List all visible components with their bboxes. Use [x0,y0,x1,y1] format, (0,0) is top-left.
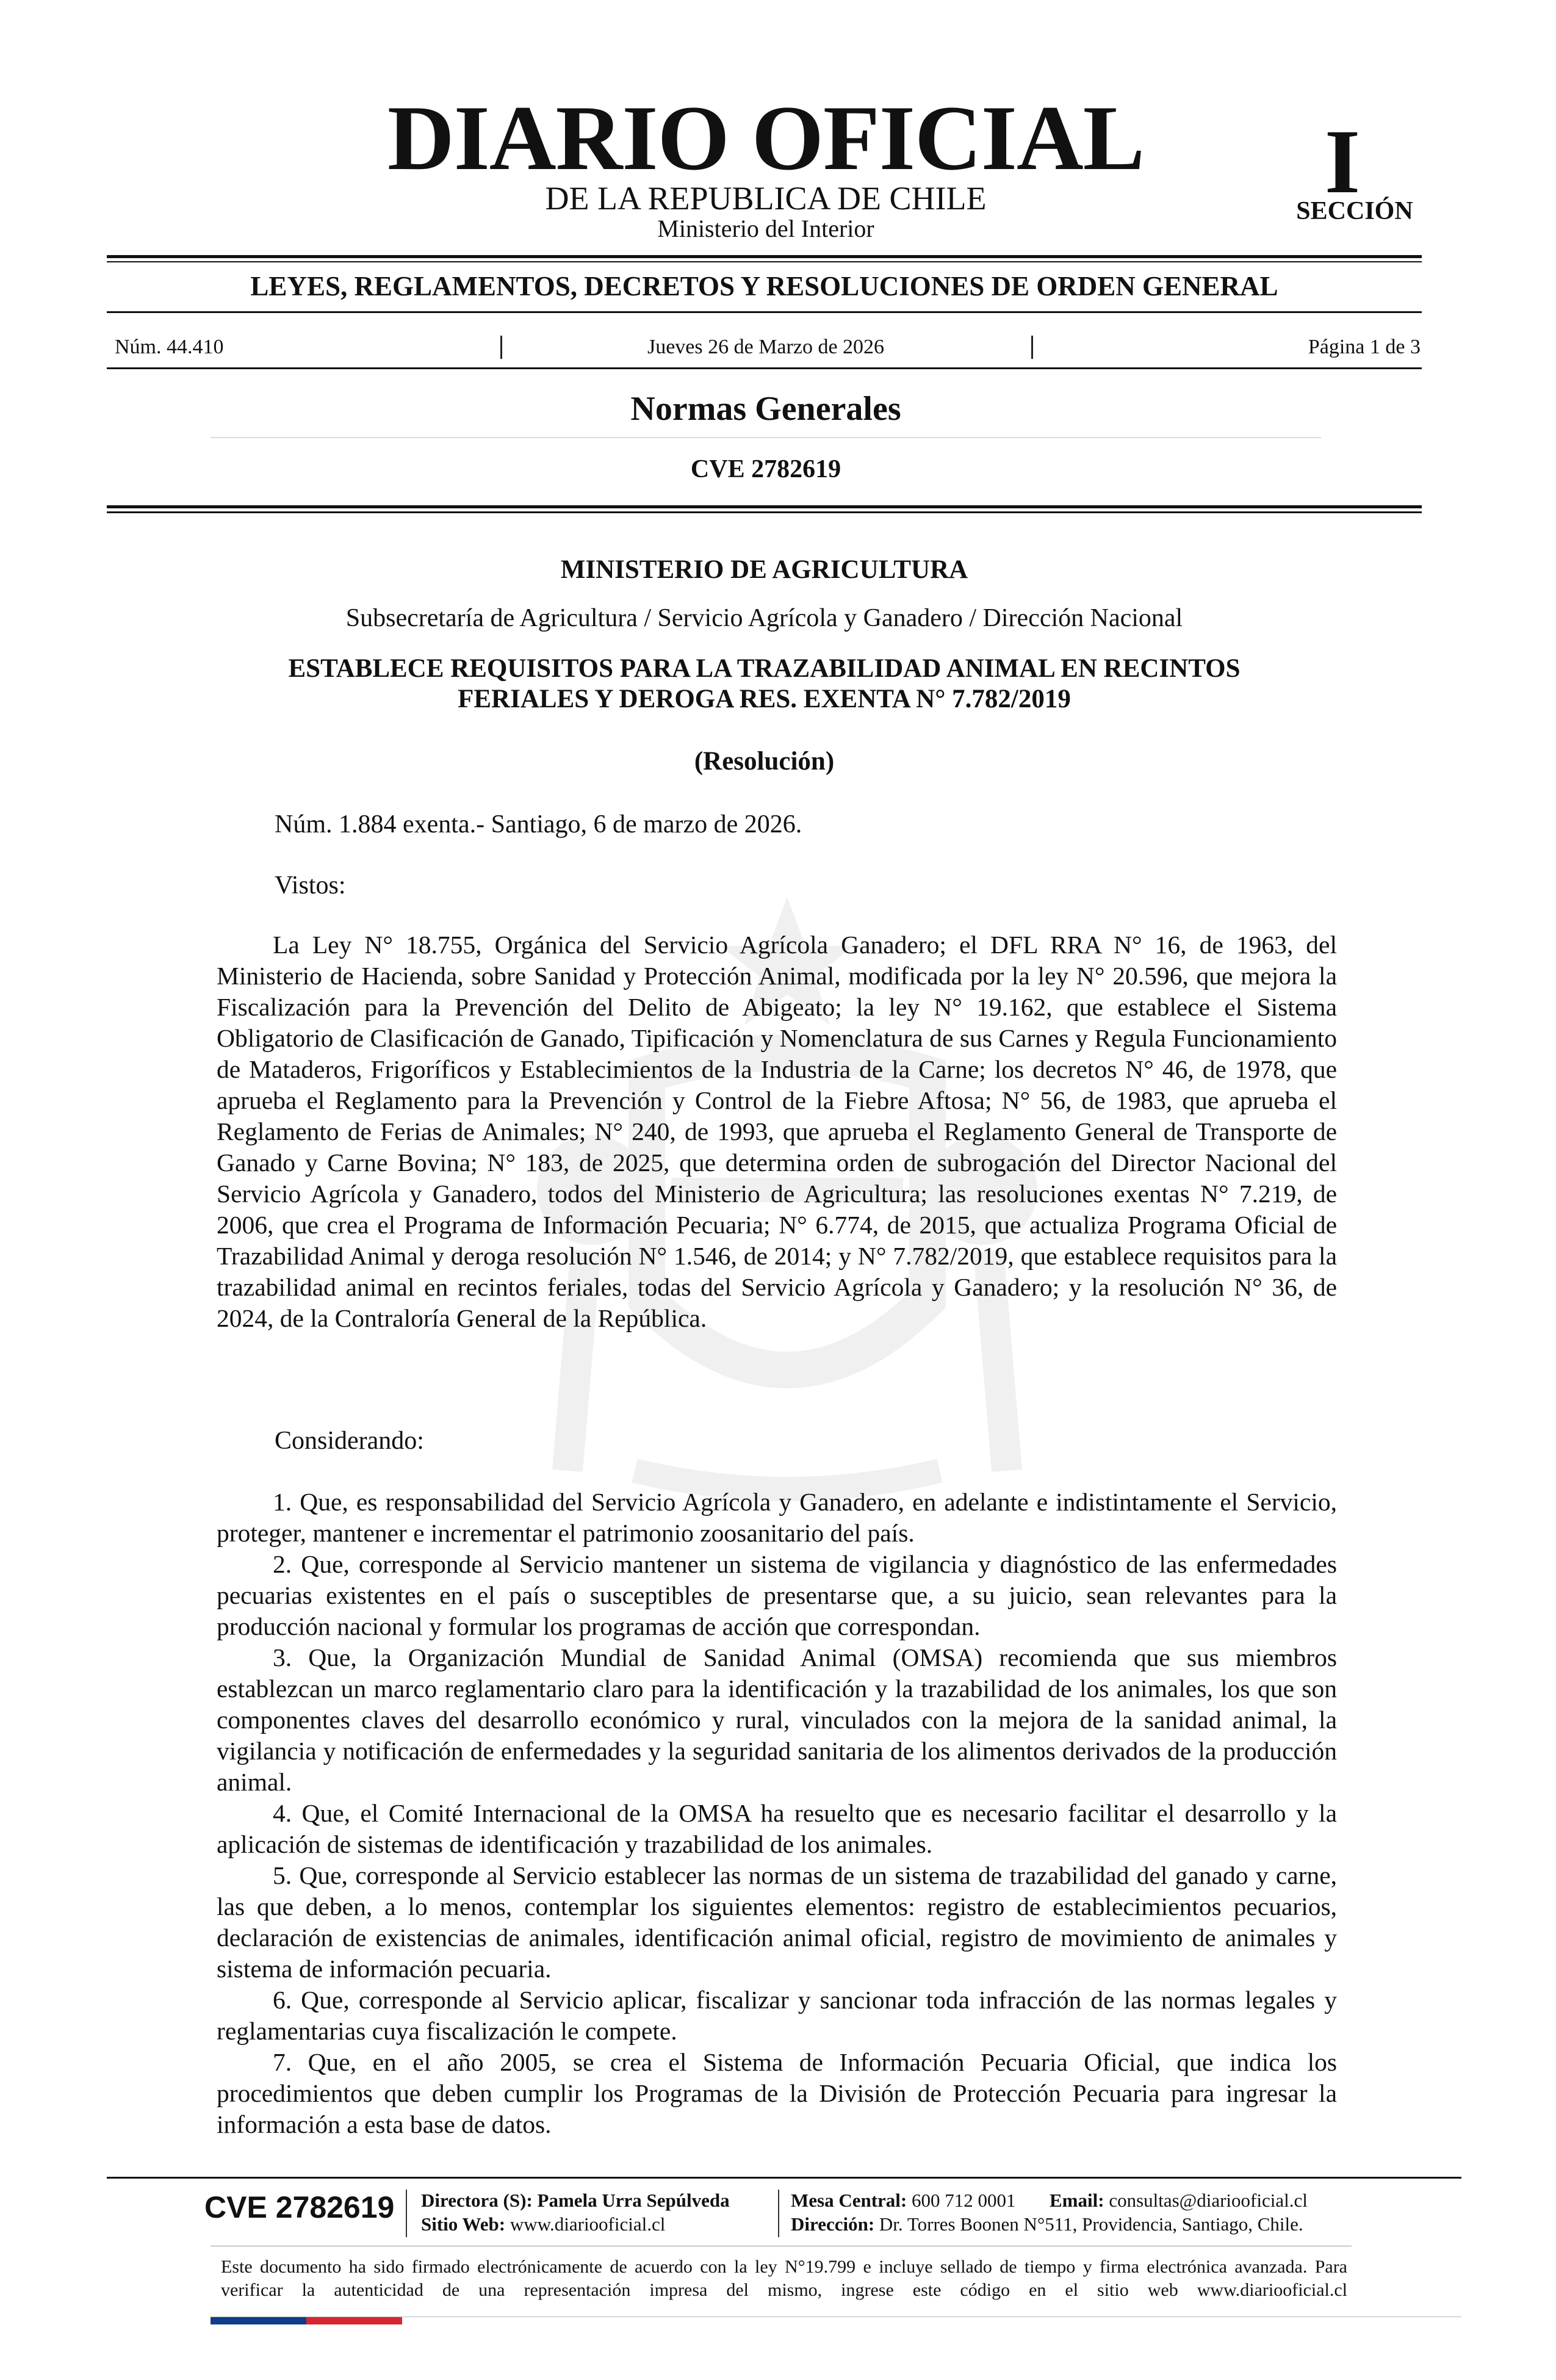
email-link[interactable]: consultas@diariooficial.cl [1109,2190,1308,2211]
email-label: Email: [1050,2190,1104,2211]
considerando-item: 7. Que, en el año 2005, se crea el Sistema de Información Pecuaria Oficial, que indica los procedimientos que deben cumplir los Programas de la División de Protección Pecuaria para ingresar la información a esta base de datos. [217,2048,1337,2138]
cve-code: CVE 2782619 [690,455,841,483]
vistos-label: Vistos: [275,871,346,900]
considerando-item: 3. Que, la Organización Mundial de Sanidad Animal (OMSA) recomienda que sus miembros establezcan un marco reglamentario claro para la identificación y la trazabilidad de los animales, los que son componentes claves del desarrollo económico y rural, vinculados con la mejora de la sanidad animal, la vigilancia y notificación de enfermedades y la seguridad sanitaria de los alimentos derivados de la producción animal. [217,1643,1337,1796]
considerando-item: 4. Que, el Comité Internacional de la OMSA ha resuelto que es necesario facilitar el desarrollo y la aplicación de sistemas de identificación y trazabilidad de los animales. [217,1799,1337,1858]
divider [1031,336,1033,359]
considerando-item: 6. Que, corresponde al Servicio aplicar, fiscalizar y sancionar toda infracción de las normas legales y reglamentarias cuya fiscalización le compete. [217,1986,1337,2045]
footer-address [791,2213,1303,2235]
document-title-line-2: FERIALES Y DEROGA RES. EXENTA N° 7.782/2019 [458,685,1071,713]
flag-stripe-blue [211,2317,306,2324]
footer-divider [406,2190,407,2237]
section-divider [211,437,1321,438]
newspaper-title: DIARIO OFICIAL [387,87,1145,189]
footer-divider [778,2190,779,2237]
considerando-item: 5. Que, corresponde al Servicio establecer las normas de un sistema de trazabilidad del ganado y carne, las que deben, a lo menos, contemplar los siguientes elementos: registro de establecimientos pecuarios, declaración de existencias de animales, identificación animal oficial, registro de movimiento de animales y sistema de información pecuaria. [217,1861,1337,1983]
header-rule-top [107,255,1422,258]
footer-contact [791,2189,1308,2212]
web-label: Sitio Web: [421,2213,506,2235]
header-rule-bottom [107,367,1422,369]
section-label: SECCIÓN [1296,197,1413,225]
section-title: Normas Generales [630,390,901,428]
considerando-label: Considerando: [275,1427,424,1455]
header-rule-top-thin [107,261,1422,262]
considerando-item: 1. Que, es responsabilidad del Servicio Agrícola y Ganadero, en adelante e indistintamente el Servicio, proteger, mantener e incrementar el patrimonio zoosanitario del país. [217,1488,1337,1547]
vistos-paragraph: La Ley N° 18.755, Orgánica del Servicio Agrícola Ganadero; el DFL RRA N° 16, de 1963, del Ministerio de Hacienda, sobre Sanidad y Protección Animal, modificada por la ley N° 20.596, que mejora la Fiscalización para la Prevención del Delito de Abigeato; la ley N° 19.162, que establece el Sistema Obligatorio de Clasificación de Ganado, Tipificación y Nomenclatura de sus Carnes y Regula Funcionamiento de Mataderos, Frigoríficos y Establecimientos de la Industria de la Carne; los decretos N° 46, de 1978, que aprueba el Reglamento para la Prevención y Control de la Fiebre Aftosa; N° 56, de 1983, que aprueba el Reglamento de Ferias de Animales; N° 240, de 1993, que aprueba el Reglamento General de Transporte de Ganado y Carne Bovina; N° 183, de 2025, que determina orden de subrogación del Director Nacional del Servicio Agrícola y Ganadero, todos del Ministerio de Agricultura; las resoluciones exentas N° 7.219, de 2006, que crea el Programa de Información Pecuaria; N° 6.774, de 2015, que actualiza Programa Oficial de Trazabilidad Animal y deroga resolución N° 1.546, de 2014; y N° 7.782/2019, que establece requisitos para la trazabilidad animal en recintos feriales, todas del Servicio Agrícola y Ganadero; y la resolución N° 36, de 2024, de la Contraloría General de la República. [217,931,1337,1332]
ministry-heading: MINISTERIO DE AGRICULTURA [560,555,968,584]
address-label: Dirección: [791,2213,875,2235]
issue-number: Núm. 44.410 [115,336,224,358]
footer-director [421,2189,730,2212]
newspaper-subtitle: DE LA REPUBLICA DE CHILE [545,180,987,217]
flag-stripe-red [306,2317,402,2324]
document-title-line-1: ESTABLECE REQUISITOS PARA LA TRAZABILIDAD ANIMAL EN RECINTOS [288,654,1241,683]
web-link[interactable]: www.diariooficial.cl [510,2213,666,2235]
resolution-number: Núm. 1.884 exenta.- Santiago, 6 de marzo de 2026. [275,810,802,838]
document-type: (Resolución) [694,747,835,776]
signature-note: Este documento ha sido firmado electrónicamente de acuerdo con la ley N°19.799 e incluye sellado de tiempo y firma electrónica avanzada. Para verificar la autenticidad de una representación impresa del mismo, ingrese este código en el sitio web www.diariooficial.cl [221,2257,1347,2300]
footer-cve-code: CVE 2782619 [204,2190,395,2224]
cve-rule-thick [107,505,1422,508]
category-heading: LEYES, REGLAMENTOS, DECRETOS Y RESOLUCIONES DE ORDEN GENERAL [250,271,1278,301]
ministry-line: Ministerio del Interior [657,215,874,242]
issue-date: Jueves 26 de Marzo de 2026 [647,336,885,358]
phone-value: 600 712 0001 [912,2190,1016,2211]
considerando-item: 2. Que, corresponde al Servicio mantener un sistema de vigilancia y diagnóstico de las enfermedades pecuarias existentes en el país o susceptibles de presentarse que, a su juicio, sean relevantes para la producción nacional y formular los programas de acción que correspondan. [217,1550,1337,1640]
phone-label: Mesa Central: [791,2190,907,2211]
director-name: Pamela Urra Sepúlveda [537,2190,730,2211]
header-rule-mid [107,311,1422,313]
director-label: Directora (S): [421,2190,533,2211]
section-number: I [1324,111,1361,212]
cve-rule-thin [107,511,1422,513]
footer-website [421,2213,665,2235]
sub-ministry: Subsecretaría de Agricultura / Servicio Agrícola y Ganadero / Dirección Nacional [345,604,1183,632]
address-value: Dr. Torres Boonen N°511, Providencia, Santiago, Chile. [879,2213,1303,2235]
page-indicator: Página 1 de 3 [1308,336,1421,358]
footer-rule-top [107,2177,1461,2179]
